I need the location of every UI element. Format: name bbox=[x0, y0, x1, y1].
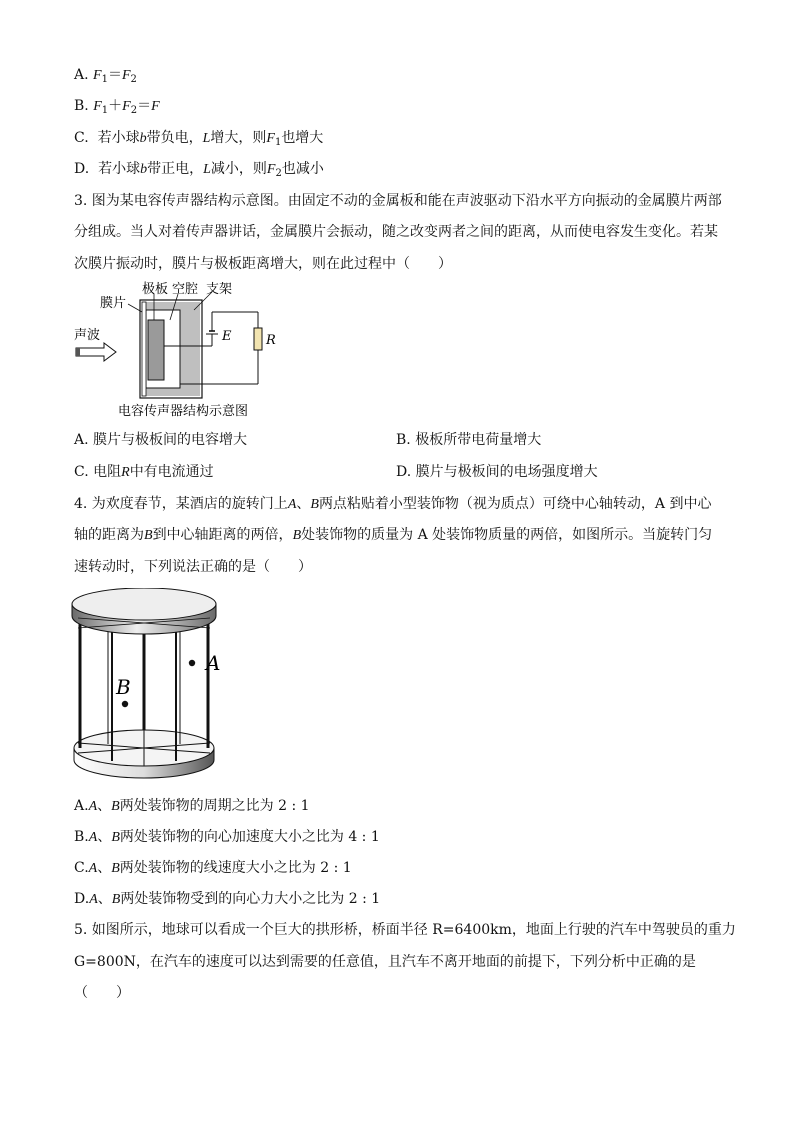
q2-option-b: B. $F_1+F_2=F$ bbox=[74, 98, 160, 116]
label-emf: E bbox=[222, 329, 232, 344]
membrane bbox=[142, 302, 146, 396]
q5-stem-line3: （ ） bbox=[74, 985, 130, 1001]
resistor bbox=[254, 328, 262, 350]
figure-caption: 电容传声器结构示意图 bbox=[118, 404, 249, 419]
q4-option-b: B.A、B两处装饰物的向心加速度大小之比为 4 : 1 bbox=[74, 829, 380, 845]
q4-option-c: C.A、B两处装饰物的线速度大小之比为 2 : 1 bbox=[74, 860, 352, 876]
q2-option-a: A. $F_1=F_2$ bbox=[74, 67, 137, 85]
revolving-door-figure bbox=[68, 588, 228, 788]
label-plate: 极板 bbox=[142, 282, 169, 297]
q3-option-b: B. 极板所带电荷量增大 bbox=[396, 432, 542, 448]
label-resistor: R bbox=[266, 333, 276, 348]
label-cavity: 空腔 bbox=[172, 282, 199, 297]
point-a bbox=[189, 660, 195, 666]
q3-option-a: A. 膜片与极板间的电容增大 bbox=[74, 432, 248, 448]
top-disc-top bbox=[72, 588, 216, 620]
q3-option-d: D. 膜片与极板间的电场强度增大 bbox=[396, 464, 598, 480]
q2-option-c: C. 若小球b带负电，L增大，则$F_1$也增大 bbox=[74, 130, 324, 148]
label-membrane: 膜片 bbox=[100, 296, 127, 311]
q4-option-a: A.A、B两处装饰物的周期之比为 2 : 1 bbox=[74, 798, 310, 814]
point-b bbox=[122, 701, 128, 707]
label-sound-wave: 声波 bbox=[74, 328, 101, 343]
q3-stem-line1: 3. 图为某电容传声器结构示意图。由固定不动的金属板和能在声波驱动下沿水平方向振动的金属膜片两部 bbox=[74, 193, 722, 209]
q5-stem-line2: G=800N，在汽车的速度可以达到需要的任意值，且汽车不离开地面的前提下，下列分析中正确的是 bbox=[74, 954, 696, 970]
capacitor-microphone-figure bbox=[72, 280, 292, 420]
q3-stem-line2: 分组成。当人对着传声器讲话，金属膜片会振动，随之改变两者之间的距离，从而使电容发生变化。若某 bbox=[74, 224, 718, 240]
q2-option-d: D. 若小球b带正电，L减小，则$F_2$也减小 bbox=[74, 161, 324, 179]
sound-wave-arrow bbox=[76, 343, 116, 361]
label-a: A bbox=[206, 651, 221, 675]
q4-stem-line2: 轴的距离为B到中心轴距离的两倍，B处装饰物的质量为 A 处装饰物质量的两倍，如图所示。当旋转门匀 bbox=[74, 527, 713, 543]
q3-option-c: C. 电阻R中有电流通过 bbox=[74, 464, 214, 480]
q5-stem-line1: 5. 如图所示，地球可以看成一个巨大的拱形桥，桥面半径 R=6400km，地面上行驶的汽车中驾驶员的重力 bbox=[74, 922, 736, 938]
q4-option-d: D.A、B两处装饰物受到的向心力大小之比为 2 : 1 bbox=[74, 891, 381, 907]
q4-stem-line1: 4. 为欢度春节，某酒店的旋转门上A、B两点粘贴着小型装饰物（视为质点）可绕中心轴转动，A 到中心 bbox=[74, 496, 712, 512]
q4-stem-line3: 速转动时，下列说法正确的是（ ） bbox=[74, 559, 312, 575]
q3-stem-line3: 次膜片振动时，膜片与极板距离增大，则在此过程中（ ） bbox=[74, 256, 452, 272]
label-support: 支架 bbox=[206, 282, 233, 297]
label-b: B bbox=[116, 675, 131, 699]
plate bbox=[148, 320, 164, 380]
